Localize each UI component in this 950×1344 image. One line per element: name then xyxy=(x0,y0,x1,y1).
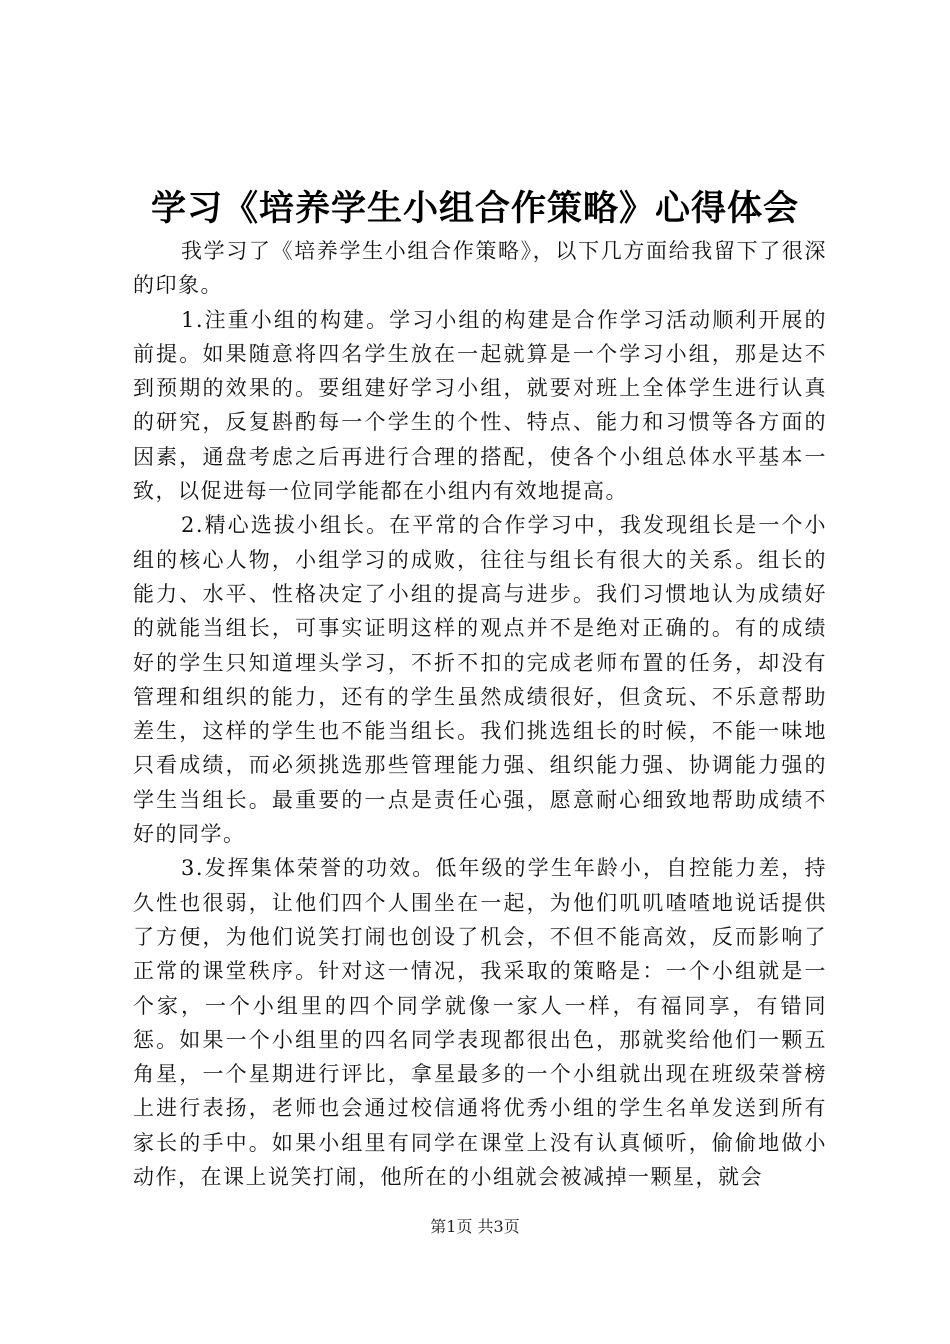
paragraph-intro: 我学习了《培养学生小组合作策略》，以下几方面给我留下了很深的印象。 xyxy=(133,239,827,298)
document-title: 学习《培养学生小组合作策略》心得体会 xyxy=(150,188,799,229)
document-body xyxy=(133,234,827,1194)
page-number-footer: 第1页 共3页 xyxy=(430,1217,520,1236)
paragraph-point-2: 2.精心选拔小组长。在平常的合作学习中，我发现组长是一个小组的核心人物，小组学习的成败，往往与组长有很大的关系。组长的能力、水平、性格决定了小组的提高与进步。我们习惯地认为成绩好的就能当组长，可事实证明这样的观点并不是绝对正确的。有的成绩好的学生只知道埋头学习，不折不扣的完成老师布置的任务，却没有管理和组织的能力，还有的学生虽然成绩很好，但贪玩、不乐意帮助差生，这样的学生也不能当组长。我们挑选组长的时候，不能一味地只看成绩，而必须挑选那些管理能力强、组织能力强、协调能力强的学生当组长。最重要的一点是责任心强，愿意耐心细致地帮助成绩不好的同学。 xyxy=(133,513,827,847)
paragraph-point-1: 1.注重小组的构建。学习小组的构建是合作学习活动顺利开展的前提。如果随意将四名学生放在一起就算是一个学习小组，那是达不到预期的效果的。要组建好学习小组，就要对班上全体学生进行认真的研究，反复斟酌每一个学生的个性、特点、能力和习惯等各方面的因素，通盘考虑之后再进行合理的搭配，使各个小组总体水平基本一致，以促进每一位同学能都在小组内有效地提高。 xyxy=(133,307,827,504)
paragraph-point-3: 3.发挥集体荣誉的功效。低年级的学生年龄小，自控能力差，持久性也很弱，让他们四个人围坐在一起，为他们叽叽喳喳地说话提供了方便，为他们说笑打闹也创设了机会，不但不能高效，反而影响了正常的课堂秩序。针对这一情况，我采取的策略是：一个小组就是一个家，一个小组里的四个同学就像一家人一样，有福同享，有错同惩。如果一个小组里的四名同学表现都很出色，那就奖给他们一颗五角星，一个星期进行评比，拿星最多的一个小组就出现在班级荣誉榜上进行表扬，老师也会通过校信通将优秀小组的学生名单发送到所有家长的手中。如果小组里有同学在课堂上没有认真倾听，偷偷地做小动作，在课上说笑打闹，他所在的小组就会被减掉一颗星，就会 xyxy=(133,856,827,1190)
